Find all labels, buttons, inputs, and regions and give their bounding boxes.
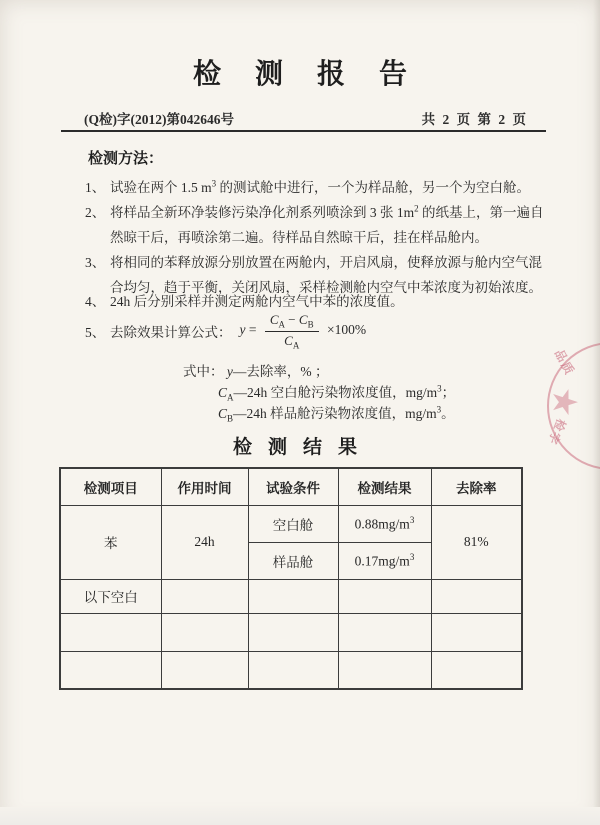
cell-empty (431, 579, 522, 613)
cell-empty (338, 579, 431, 613)
item-number: 3、 (85, 255, 106, 270)
formula (240, 312, 367, 350)
var: C (284, 332, 293, 348)
method-item-1 (85, 176, 530, 196)
results-heading: 检测结果 (232, 437, 373, 458)
legend-text: —去除率，% ； (232, 364, 329, 379)
formula-equals: = (248, 322, 257, 338)
formula-lhs: y (239, 322, 246, 338)
minus: − (288, 311, 296, 327)
var: y (226, 364, 233, 379)
legend-text: —24h 空白舱污染物浓度值，mg/m (233, 385, 438, 400)
formula-suffix: ×100% (326, 322, 367, 338)
legend-ca-line (218, 381, 455, 403)
cell-empty (161, 579, 248, 613)
cell-condition: 空白舱 (248, 505, 338, 542)
table-header-row (60, 468, 522, 505)
cell-empty (60, 613, 161, 651)
cell-empty (338, 651, 431, 689)
method-item-2-line-2 (110, 226, 488, 246)
var: C (298, 311, 308, 327)
page-info: 共 2 页 第 2 页 (421, 112, 528, 127)
result-value: 0.17mg/m (354, 553, 410, 569)
legend-text: ； (441, 385, 456, 400)
cell-condition: 样品舱 (248, 542, 338, 579)
stamp-text-top: 品质 (551, 347, 578, 379)
cell-empty (431, 613, 522, 651)
col-header-result: 检测结果 (338, 468, 431, 505)
superscript: 3 (211, 178, 217, 189)
col-header-item: 检测项目 (60, 468, 161, 505)
method-item-5 (85, 312, 366, 350)
superscript: 2 (414, 203, 419, 214)
cell-removal-rate: 81% (431, 505, 522, 579)
cell-item: 苯 (60, 505, 161, 579)
table-row-empty (60, 613, 522, 651)
page-title: 检测报告 (192, 59, 441, 90)
item-text: 然晾干后，再喷涂第二遍。待样品自然晾干后，挂在样品舱内。 (110, 230, 488, 245)
item-text: 24h 后分别采样并测定两舱内空气中苯的浓度值。 (110, 294, 404, 309)
stamp-text-bottom: 检字 (544, 416, 569, 448)
cell-empty (248, 579, 338, 613)
cell-result (338, 505, 431, 542)
result-value: 0.88mg/m (354, 516, 410, 532)
stamp-star-icon: ★ (543, 378, 585, 426)
item-text: 将样品全新环净装修污染净化剂系列喷涂到 3 张 1m (110, 205, 415, 220)
cell-empty (161, 651, 248, 689)
table-row (60, 505, 522, 542)
cell-empty (248, 613, 338, 651)
cell-result (338, 542, 431, 579)
legend-intro: 式中： (183, 364, 224, 379)
item-number: 5、 (85, 325, 106, 340)
subscript: A (278, 319, 286, 330)
method-item-4 (85, 290, 404, 310)
superscript: 3 (437, 383, 442, 394)
col-header-condition: 试验条件 (248, 468, 338, 505)
superscript: 3 (436, 404, 442, 415)
cell-blank-note: 以下空白 (60, 579, 161, 613)
item-text: 合均匀，趋于平衡，关闭风扇，采样检测舱内空气中苯浓度为初始浓度。 (110, 280, 542, 295)
item-text: 试验在两个 1.5 m (110, 180, 212, 195)
item-number: 4、 (85, 294, 106, 309)
item-text: 将相同的苯释放源分别放置在两舱内，开启风扇，使释放源与舱内空气混 (110, 255, 542, 270)
table-row-empty (60, 651, 522, 689)
page-edge-bottom (0, 807, 600, 825)
item-number: 2、 (85, 205, 106, 220)
method-item-3-line-1 (85, 251, 542, 271)
header-divider (61, 130, 546, 132)
item-text: 的测试舱中进行，一个为样品舱，另一个为空白舱。 (216, 180, 531, 195)
var: C (218, 406, 228, 421)
fraction-denominator (265, 332, 319, 351)
method-heading: 检测方法： (88, 151, 164, 167)
results-table (59, 467, 523, 690)
cell-empty (338, 613, 431, 651)
doc-number: (Q检)字(2012)第042646号 (84, 112, 234, 127)
superscript: 3 (409, 551, 415, 562)
col-header-duration: 作用时间 (161, 468, 248, 505)
table-row-blank-note (60, 579, 522, 613)
superscript: 3 (409, 514, 415, 525)
item-text: 去除效果计算公式： (110, 325, 232, 340)
cell-duration: 24h (161, 505, 248, 579)
cell-empty (248, 651, 338, 689)
item-number: 1、 (85, 180, 106, 195)
subscript: A (292, 340, 300, 351)
legend-y-line (183, 360, 329, 380)
cell-empty (161, 613, 248, 651)
cell-empty (60, 651, 161, 689)
legend-text: —24h 样品舱污染物浓度值，mg/m (233, 406, 437, 421)
subscript: B (307, 319, 314, 330)
var: C (269, 311, 279, 327)
method-item-2-line-1 (85, 201, 544, 221)
item-text: 的纸基上，第一遍自 (418, 205, 544, 220)
legend-cb-line (218, 402, 455, 424)
cell-empty (431, 651, 522, 689)
col-header-rate: 去除率 (431, 468, 522, 505)
var: C (218, 385, 228, 400)
formula-fraction (265, 312, 319, 350)
legend-text: 。 (441, 406, 455, 421)
subscript: A (227, 392, 234, 403)
subscript: B (227, 413, 234, 424)
page-edge-right (593, 0, 600, 825)
fraction-numerator (265, 312, 319, 332)
